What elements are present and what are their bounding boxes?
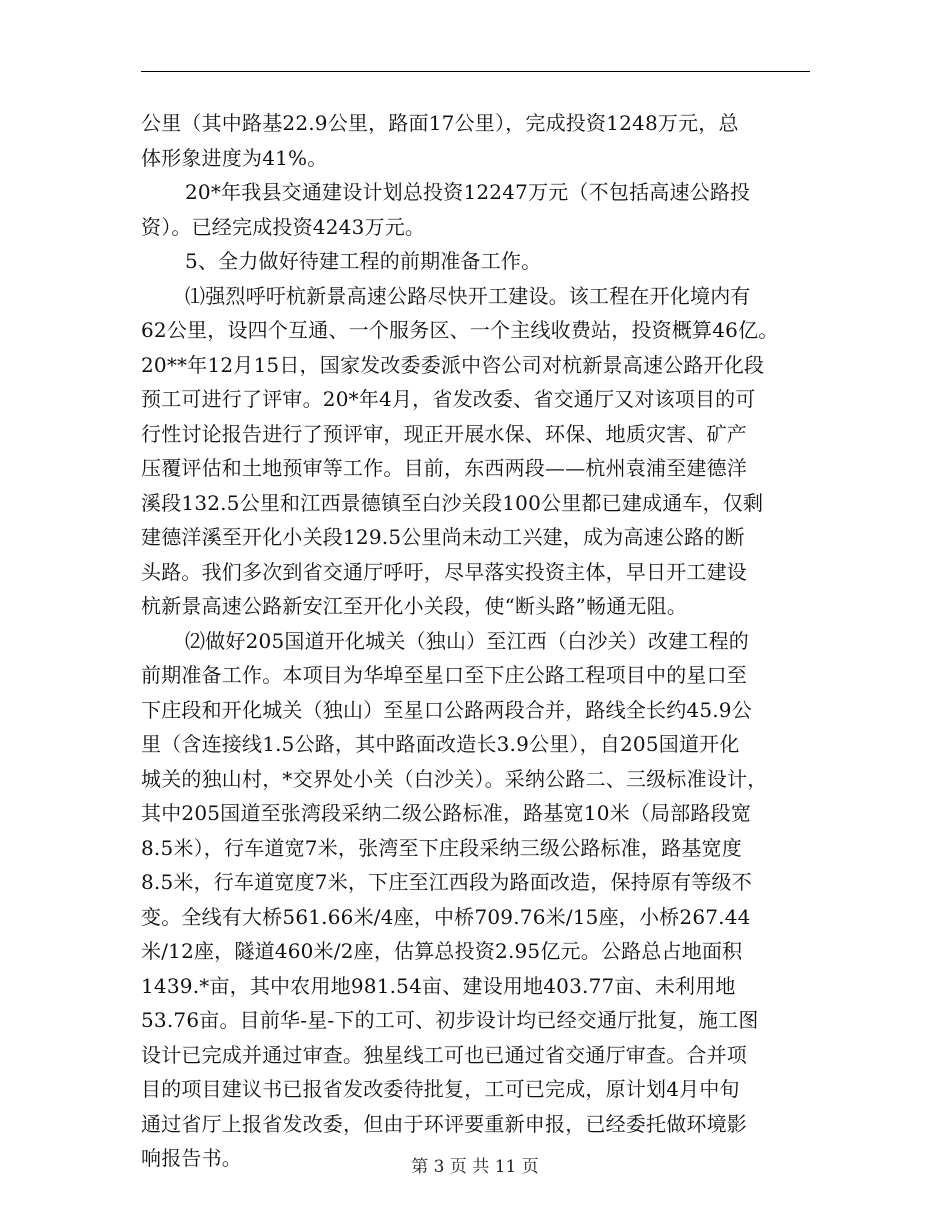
text-line: 里（含连接线1.5公路，其中路面改造长3.9公里），自205国道开化 (141, 732, 740, 756)
text-line: 资）。已经完成投资4243万元。 (141, 214, 426, 239)
text-line: 通过省厅上报省发改委，但由于环评要重新申报，已经委托做环境影 (141, 1111, 747, 1136)
section-heading: 5、全力做好待建工程的前期准备工作。 (185, 249, 542, 273)
document-body (141, 106, 810, 1176)
text-line: 头路。我们多次到省交通厅呼吁，尽早落实投资主体，早日开工建设 (141, 559, 747, 584)
text-line: 前期准备工作。本项目为华埠至星口至下庄公路工程项目中的星口至 (141, 663, 747, 687)
text-line: 建德洋溪至开化小关段129.5公里尚未动工兴建，成为高速公路的断 (141, 525, 745, 549)
text-line: 公里（其中路基22.9公里，路面17公里），完成投资1248万元，总 (141, 111, 739, 135)
text-line: 预工可进行了评审。20*年4月，省发改委、省交通厅又对该项目的可 (141, 387, 756, 411)
text-line: 53.76亩。目前华-星-下的工可、初步设计均已经交通厅批复，施工图 (141, 1008, 759, 1032)
text-line: 行性讨论报告进行了预评审，现正开展水保、环保、地质灾害、矿产 (141, 421, 747, 446)
text-line: 1439.*亩，其中农用地981.54亩、建设用地403.77亩、未利用地 (141, 973, 736, 998)
paragraph-start-line: ⑵做好205国道开化城关（独山）至江西（白沙关）改建工程的 (185, 628, 749, 653)
text-line: 变。全线有大桥561.66米/4座，中桥709.76米/15座，小桥267.44 (141, 904, 751, 929)
text-line: 62公里，设四个互通、一个服务区、一个主线收费站，投资概算46亿。 (141, 318, 779, 342)
paragraph-start-line: ⑴强烈呼吁杭新景高速公路尽快开工建设。该工程在开化境内有 (185, 283, 751, 308)
text-line: 20**年12月15日，国家发改委委派中咨公司对杭新景高速公路开化段 (141, 352, 765, 377)
text-line: 溪段132.5公里和江西景德镇至白沙关段100公里都已建成通车，仅剩 (141, 490, 764, 515)
text-line: 压覆评估和土地预审等工作。目前，东西两段——杭州袁浦至建德洋 (141, 456, 747, 480)
paragraph-start-line: 20*年我县交通建设计划总投资12247万元（不包括高速公路投 (185, 180, 751, 204)
text-line: 杭新景高速公路新安江至开化小关段，使“断头路”畅通无阻。 (141, 594, 688, 618)
text-line: 体形象进度为41%。 (141, 145, 328, 170)
page-number-footer: 第 3 页 共 11 页 (411, 1157, 539, 1177)
text-line: 其中205国道至张湾段采纳二级公路标准，路基宽10米（局部路段宽 (141, 801, 752, 825)
text-line: 下庄段和开化城关（独山）至星口公路两段合并，路线全长约45.9公 (141, 697, 752, 722)
text-line: 目的项目建议书已报省发改委待批复，工可已完成，原计划4月中旬 (141, 1077, 740, 1101)
text-line: 响报告书。 (141, 1146, 242, 1170)
header-rule (141, 71, 810, 72)
text-line: 8.5米），行车道宽7米，张湾至下庄段采纳三级公路标准，路基宽度 (141, 835, 742, 860)
text-line: 米/12座，隧道460米/2座，估算总投资2.95亿元。公路总占地面积 (141, 939, 743, 963)
text-line: 设计已完成并通过审查。独星线工可也已通过省交通厅审查。合并项 (141, 1042, 747, 1067)
text-line: 城关的独山村，*交界处小关（白沙关）。采纳公路二、三级标准设计， (141, 766, 768, 791)
text-line: 8.5米，行车道宽度7米，下庄至江西段为路面改造，保持原有等级不 (141, 870, 752, 894)
